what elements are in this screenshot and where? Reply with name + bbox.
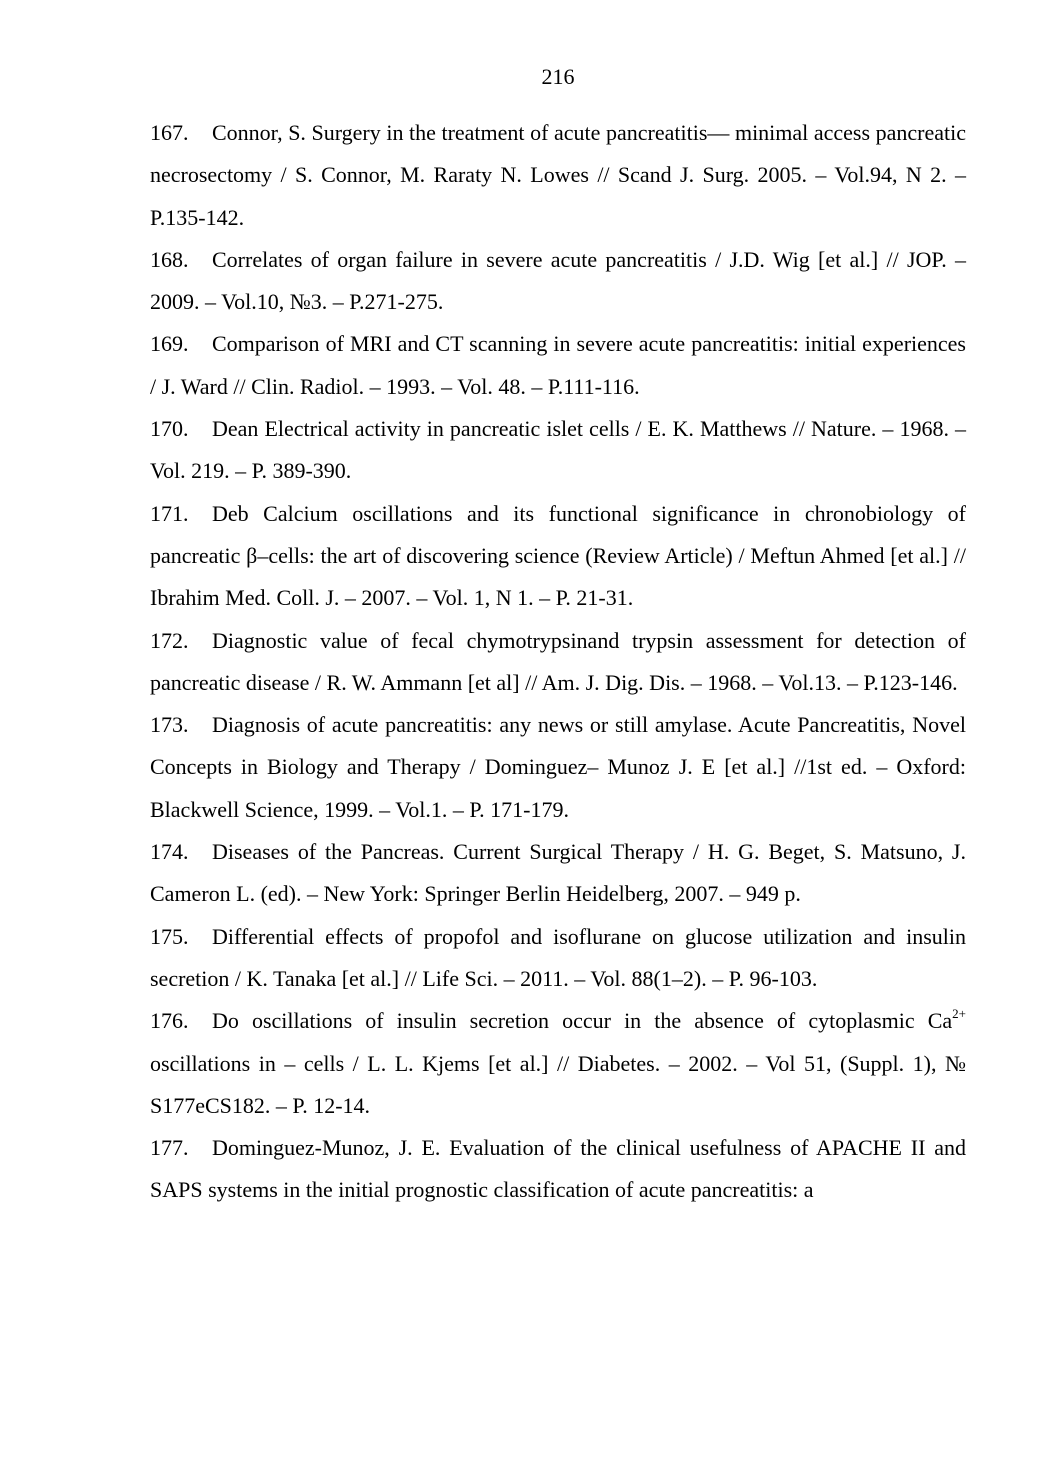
reference-number: 170.	[150, 416, 189, 442]
reference-item	[150, 1127, 966, 1212]
reference-text: Diagnostic value of fecal chymotrypsinand trypsin assessment for detection of pancreatic disease / R. W. Ammann [et al] // Am. J. Dig. Dis. – 1968. – Vol.13. – P.123-146.	[150, 627, 966, 695]
superscript-charge: 2+	[952, 1006, 966, 1022]
reference-number: 168.	[150, 246, 189, 272]
reference-number: 174.	[150, 839, 189, 865]
reference-number: 173.	[150, 712, 189, 738]
reference-item	[150, 239, 966, 324]
page-number: 216	[541, 64, 575, 89]
reference-number: 172.	[150, 627, 189, 653]
reference-item	[150, 831, 966, 916]
reference-text: Dean Electrical activity in pancreatic islet cells / E. K. Matthews // Nature. – 1968. – Vol. 219. – P. 389-390.	[150, 416, 966, 484]
reference-number: 167.	[150, 120, 189, 145]
reference-text: Connor, S. Surgery in the treatment of acute pancreatitis— minimal access pancreatic necrosectomy / S. Connor, M. Raraty N. Lowes // Scand J. Surg. 2005. – Vol.94, N 2. – P.135-142.	[150, 120, 966, 230]
reference-number: 169.	[150, 331, 189, 357]
reference-text: Deb Calcium oscillations and its functional significance in chronobiology of pancreatic β–cells: the art of discovering science (Review Article) / Meftun Ahmed [et al.] // Ibrahim Med. Coll. J. – 2007. – Vol. 1, N 1. – P. 21-31.	[150, 500, 966, 611]
reference-item	[150, 1000, 966, 1127]
reference-item	[150, 620, 966, 705]
reference-item	[150, 704, 966, 831]
reference-list	[150, 112, 966, 1212]
reference-number: 175.	[150, 923, 189, 949]
reference-item	[150, 916, 966, 1001]
reference-item	[150, 493, 966, 620]
reference-number: 177.	[150, 1135, 189, 1161]
reference-number: 176.	[150, 1008, 189, 1034]
reference-text: Dominguez-Munoz, J. E. Evaluation of the clinical usefulness of APACHE II and SAPS systems in the initial prognostic classification of acute pancreatitis: a	[150, 1135, 966, 1203]
reference-text: Comparison of MRI and CT scanning in severe acute pancreatitis: initial experiences / J. Ward // Clin. Radiol. – 1993. – Vol. 48. – P.111-116.	[150, 331, 966, 399]
reference-item	[150, 112, 966, 239]
reference-text-continued: oscillations in – cells / L. L. Kjems [et al.] // Diabetes. – 2002. – Vol 51, (Suppl. 1), № S177eCS182. – P. 12-14.	[150, 1050, 966, 1118]
reference-text: Diseases of the Pancreas. Current Surgical Therapy / H. G. Beget, S. Matsuno, J. Cameron L. (ed). – New York: Springer Berlin Heidelberg, 2007. – 949 p.	[150, 839, 966, 907]
reference-item	[150, 408, 966, 493]
reference-text: Do oscillations of insulin secretion occur in the absence of cytoplasmic Ca	[212, 1008, 953, 1034]
reference-number: 171.	[150, 500, 189, 526]
reference-text: Correlates of organ failure in severe acute pancreatitis / J.D. Wig [et al.] // JOP. – 2009. – Vol.10, №3. – P.271-275.	[150, 246, 966, 315]
reference-item	[150, 323, 966, 408]
reference-text: Differential effects of propofol and isoflurane on glucose utilization and insulin secretion / K. Tanaka [et al.] // Life Sci. – 2011. – Vol. 88(1–2). – P. 96-103.	[150, 923, 966, 991]
reference-text: Diagnosis of acute pancreatitis: any news or still amylase. Acute Pancreatitis, Novel Concepts in Biology and Therapy / Dominguez– Munoz J. E [et al.] //1st ed. – Oxford: Blackwell Science, 1999. – Vol.1. – P. 171-179.	[150, 712, 966, 822]
